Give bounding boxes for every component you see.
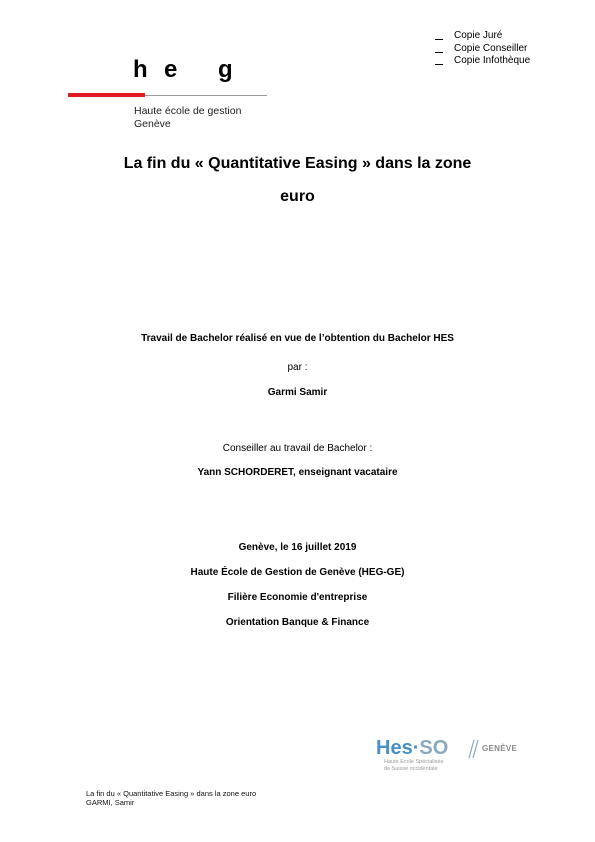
logo-line-2: Genève xyxy=(134,118,171,130)
logo-red-bar xyxy=(68,93,145,97)
checkbox-line xyxy=(435,52,443,53)
hes-so-wordmark xyxy=(376,737,448,760)
logo-letter-e: e xyxy=(164,56,178,83)
author-name: Garmi Samir xyxy=(267,387,328,398)
advisor-label: Conseiller au travail de Bachelor : xyxy=(222,443,373,454)
slashes-icon xyxy=(462,738,482,760)
footer-line-2: GARMI, Samir xyxy=(86,798,135,807)
logo-school-name xyxy=(134,105,241,131)
copy-label: Copie Juré xyxy=(454,30,503,41)
footer-line-1: La fin du « Quantitative Easing » dans la zone euro xyxy=(86,789,257,798)
hes-so-subtitle xyxy=(384,759,444,772)
hes-text: Hes xyxy=(376,737,413,759)
document-title-line-2: euro xyxy=(280,188,315,205)
hes-dot: · xyxy=(412,737,420,759)
hes-so-geneve: GENÈVE xyxy=(482,744,518,753)
hes-so-logo xyxy=(376,737,518,777)
checkbox-line xyxy=(435,64,443,65)
date-line: Genève, le 16 juillet 2019 xyxy=(238,542,357,553)
logo-letter-g: g xyxy=(218,56,233,83)
page-footer xyxy=(86,789,256,807)
school-line: Haute École de Gestion de Genève (HEG-GE) xyxy=(190,567,405,578)
checkbox-line xyxy=(435,39,443,40)
advisor-name: Yann SCHORDERET, enseignant vacataire xyxy=(197,467,398,478)
orientation-line: Orientation Banque & Finance xyxy=(225,617,370,628)
hes-so-sub-line-1: Haute Ecole Spécialisée xyxy=(384,759,444,765)
document-title-line-1: La fin du « Quantitative Easing » dans la zone xyxy=(123,155,472,172)
par-label: par : xyxy=(287,362,308,373)
copy-label: Copie Infothèque xyxy=(454,55,531,66)
logo-letter-h: h xyxy=(133,56,148,83)
work-description: Travail de Bachelor réalisé en vue de l’obtention du Bachelor HES xyxy=(141,333,454,344)
copy-label: Copie Conseiller xyxy=(454,42,528,54)
logo-line-1: Haute école de gestion xyxy=(134,105,242,117)
filiere-line: Filière Economie d'entreprise xyxy=(227,592,368,603)
so-text: SO xyxy=(419,737,449,759)
hes-so-sub-line-2: de Suisse occidentale xyxy=(384,765,438,772)
logo-gray-line xyxy=(145,95,267,96)
